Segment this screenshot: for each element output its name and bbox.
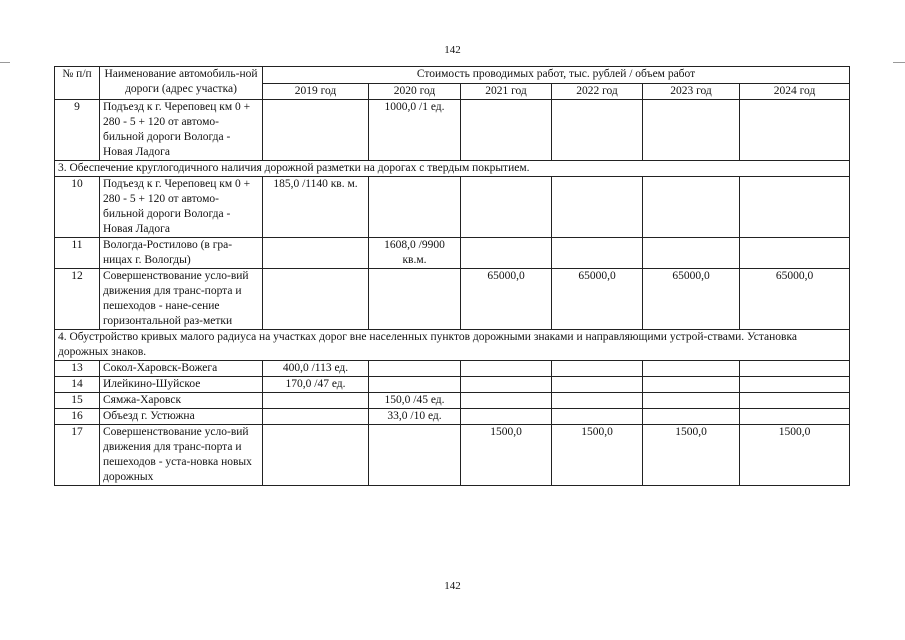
row-number: 9 [55, 100, 100, 161]
header-year-2022: 2022 год [552, 84, 643, 100]
value-2020: 1000,0 /1 ед. [369, 100, 461, 161]
table-row [55, 425, 850, 486]
value-2021: 1500,0 [461, 425, 552, 486]
road-name: Сокол-Харовск-Вожега [100, 361, 263, 377]
value-2021 [461, 238, 552, 269]
value-2020 [369, 177, 461, 238]
road-name: Совершенствование усло-вий движения для транс-порта и пешеходов - уста-новка новых дорожных [100, 425, 263, 486]
row-number: 13 [55, 361, 100, 377]
value-2020 [369, 425, 461, 486]
value-2022: 65000,0 [552, 269, 643, 330]
road-name: Объезд г. Устюжна [100, 409, 263, 425]
table-row [55, 238, 850, 269]
row-number: 11 [55, 238, 100, 269]
road-name: Илейкино-Шуйское [100, 377, 263, 393]
header-road-name: Наименование автомобиль-ной дороги (адрес участка) [100, 67, 263, 100]
header-cost: Стоимость проводимых работ, тыс. рублей / объем работ [263, 67, 850, 84]
right-edge-mark [893, 62, 905, 63]
value-2019 [263, 409, 369, 425]
value-2023 [643, 377, 740, 393]
row-number: 17 [55, 425, 100, 486]
value-2020: 33,0 /10 ед. [369, 409, 461, 425]
value-2024 [740, 177, 850, 238]
value-2019 [263, 425, 369, 486]
value-2024 [740, 100, 850, 161]
value-2023: 65000,0 [643, 269, 740, 330]
road-name: Подъезд к г. Череповец км 0 + 280 - 5 + 120 от автомо-бильной дороги Вологда - Новая Ладога [100, 100, 263, 161]
value-2022: 1500,0 [552, 425, 643, 486]
value-2023 [643, 100, 740, 161]
value-2022 [552, 238, 643, 269]
value-2021 [461, 177, 552, 238]
header-year-2021: 2021 год [461, 84, 552, 100]
value-2023: 1500,0 [643, 425, 740, 486]
value-2020: 150,0 /45 ед. [369, 393, 461, 409]
table-row [55, 393, 850, 409]
value-2022 [552, 177, 643, 238]
row-number: 12 [55, 269, 100, 330]
value-2019 [263, 100, 369, 161]
section-3-heading: 3. Обеспечение круглогодичного наличия дорожной разметки на дорогах с твердым покрытием. [55, 161, 850, 177]
table-row [55, 177, 850, 238]
section-4-heading: 4. Обустройство кривых малого радиуса на участках дорог вне населенных пунктов дорожными знаками и направляющими устрой-ствами. Установка дорожных знаков. [55, 330, 850, 361]
value-2023 [643, 393, 740, 409]
value-2021 [461, 409, 552, 425]
road-name: Сямжа-Харовск [100, 393, 263, 409]
value-2020 [369, 361, 461, 377]
row-number: 14 [55, 377, 100, 393]
table-row [55, 377, 850, 393]
works-cost-table [54, 66, 850, 486]
page-number-top: 142 [444, 44, 461, 56]
row-number: 15 [55, 393, 100, 409]
value-2021: 65000,0 [461, 269, 552, 330]
value-2024 [740, 409, 850, 425]
value-2022 [552, 100, 643, 161]
value-2024 [740, 238, 850, 269]
header-number: № п/п [55, 67, 100, 100]
value-2022 [552, 377, 643, 393]
header-year-2024: 2024 год [740, 84, 850, 100]
table-row [55, 269, 850, 330]
page-number-bottom: 142 [444, 580, 461, 592]
value-2020 [369, 269, 461, 330]
value-2023 [643, 177, 740, 238]
value-2022 [552, 409, 643, 425]
value-2019 [263, 269, 369, 330]
value-2024: 1500,0 [740, 425, 850, 486]
value-2019: 185,0 /1140 кв. м. [263, 177, 369, 238]
table-row [55, 409, 850, 425]
value-2024 [740, 393, 850, 409]
value-2022 [552, 361, 643, 377]
table-row [55, 100, 850, 161]
value-2023 [643, 361, 740, 377]
value-2020 [369, 377, 461, 393]
value-2021 [461, 100, 552, 161]
value-2024: 65000,0 [740, 269, 850, 330]
road-name: Вологда-Ростилово (в гра-ницах г. Вологды) [100, 238, 263, 269]
table-row [55, 361, 850, 377]
value-2019: 400,0 /113 ед. [263, 361, 369, 377]
header-year-2019: 2019 год [263, 84, 369, 100]
left-edge-mark [0, 62, 10, 63]
value-2024 [740, 377, 850, 393]
row-number: 16 [55, 409, 100, 425]
road-name: Подъезд к г. Череповец км 0 + 280 - 5 + 120 от автомо-бильной дороги Вологда - Новая Ладога [100, 177, 263, 238]
header-year-2023: 2023 год [643, 84, 740, 100]
value-2019: 170,0 /47 ед. [263, 377, 369, 393]
value-2024 [740, 361, 850, 377]
value-2019 [263, 393, 369, 409]
value-2022 [552, 393, 643, 409]
row-number: 10 [55, 177, 100, 238]
value-2021 [461, 393, 552, 409]
value-2019 [263, 238, 369, 269]
value-2020: 1608,0 /9900 кв.м. [369, 238, 461, 269]
value-2021 [461, 361, 552, 377]
value-2023 [643, 238, 740, 269]
road-name: Совершенствование усло-вий движения для транс-порта и пешеходов - нане-сение горизонтальной раз-метки [100, 269, 263, 330]
header-year-2020: 2020 год [369, 84, 461, 100]
value-2021 [461, 377, 552, 393]
value-2023 [643, 409, 740, 425]
